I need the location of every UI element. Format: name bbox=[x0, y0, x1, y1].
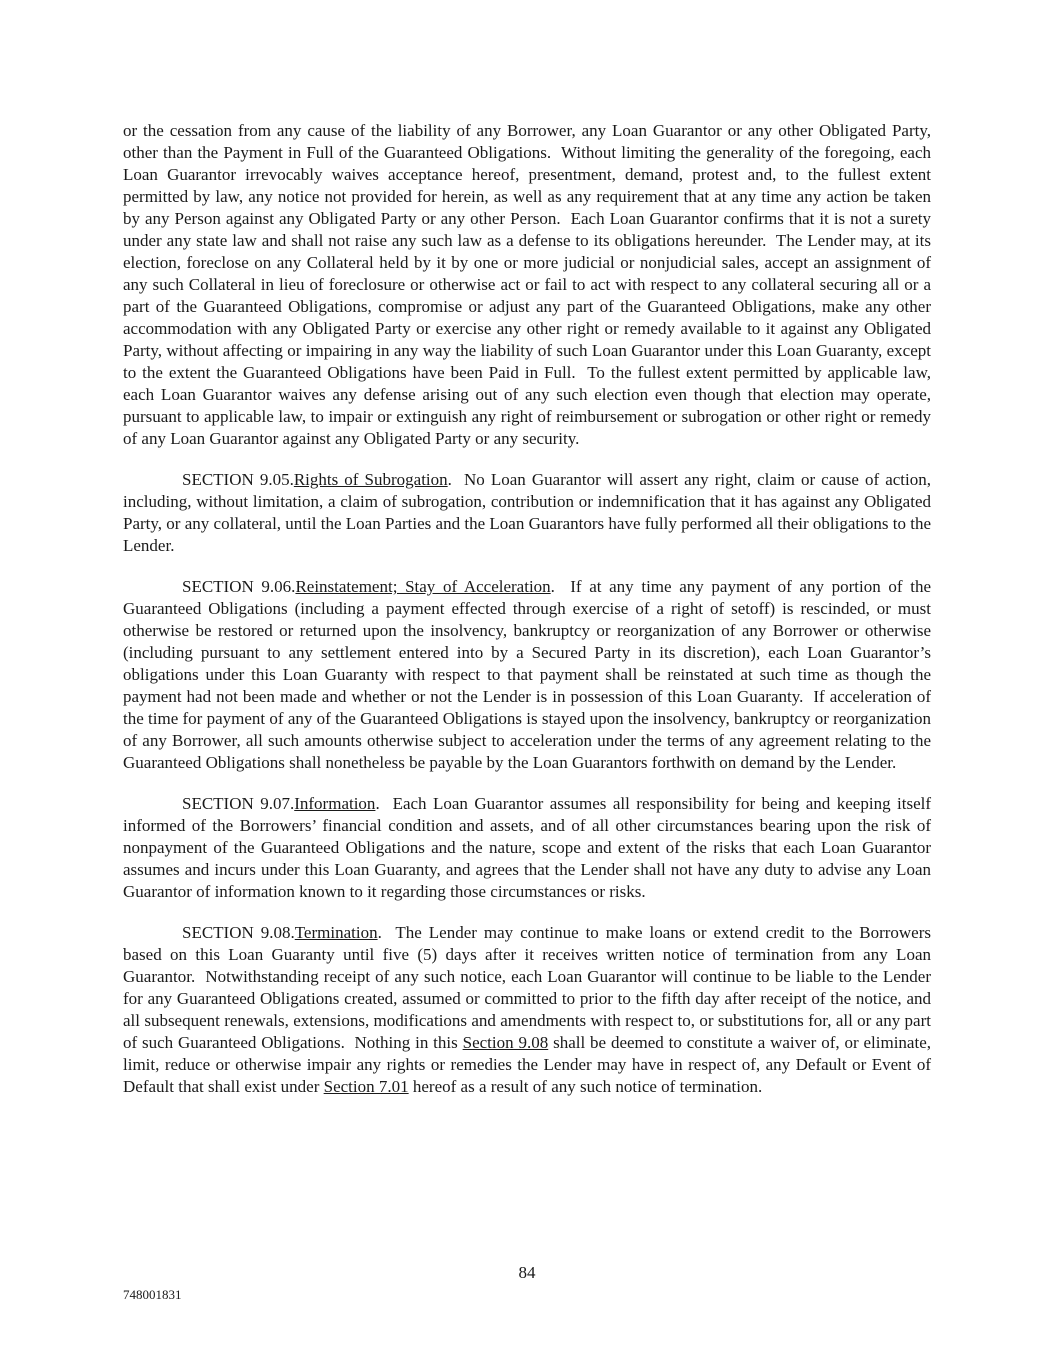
underlined-text: Section 9.08 bbox=[462, 1033, 549, 1052]
text-run: SECTION 9.08. bbox=[182, 923, 295, 942]
doc-id-stamp: 748001831 bbox=[123, 1287, 182, 1302]
text-run: SECTION 9.06. bbox=[182, 577, 296, 596]
text-run: Default that shall exist under bbox=[123, 1077, 324, 1096]
document-body bbox=[123, 120, 931, 1117]
text-run: or the cessation from any cause of the liability of any Borrower, any Loan Guarantor or any other Obligated Party, other than the Payment in Full of the Guaranteed Obligations. Without limiting the generality of the foregoing, each Loan Guarantor irrevocably waives acceptance hereof, presentment, demand, protest and, to the fullest extent permitted by law, any notice not provided for herein, as well as any requirement that at any time any action be taken by any Person against any Obligated Party or any other Person. Each Loan Guarantor confirms that it is not a surety under any state law and shall not raise any such law as a defense to its obligations hereunder. The Lender may, at its election, foreclose on any Collateral held by it by one or more judicial or nonjudicial sales, accept an assignment of any such Collateral in lieu of foreclosure or otherwise act or fail to act with respect to any collateral securing all or a part of the Guaranteed Obligations, compromise or adjust any part of the Guaranteed Obligations, make any other accommodation with any Obligated Party or exercise any other right or remedy available to it against any Obligated Party, without affecting or impairing in any way the liability of such Loan Guarantor under this Loan Guaranty, except to the extent the Guaranteed Obligations have been Paid in Full. To the fullest extent permitted by applicable law, each Loan Guarantor waives any defense arising out of any such election even though that election may operate, pursuant to applicable law, to impair or extinguish any right of reimbursement or subrogation or other right or remedy of any Loan Guarantor against any Obligated Party or any security. bbox=[123, 121, 931, 448]
continuation-paragraph bbox=[123, 120, 931, 450]
text-run: . Each Loan Guarantor assumes all responsibility for being and keeping itself informed of the Borrowers’ financial condition and assets, and of all other circumstances bearing upon the risk of nonpayment of the Guaranteed Obligations and the nature, scope and extent of the risks that each Loan Guarantor assumes and incurs under this Loan Guaranty, and agrees that the Lender shall not have any duty to advise any Loan Guarantor of information known to it regarding those circumstances or risks. bbox=[123, 794, 932, 901]
underlined-text: Reinstatement; Stay of Acceleration bbox=[295, 577, 551, 596]
text-run: . The Lender may continue to make loans or extend credit to the Borrowers based on this Loan Guaranty until five (5) days after it receives written notice of termination from any Loan Guarantor. Notwithstanding receipt of any such notice, each Loan Guarantor will continue to be liable to the Lender for any Guaranteed Obligations created, assumed or committed to prior to the fifth day after receipt of the notice, and all subsequent renewals, extensions, modifications and amendments with respect to, or substitutions for, all or any part of such Guaranteed Obligations. Nothing in this bbox=[123, 923, 931, 1052]
underlined-text: Termination bbox=[294, 923, 378, 942]
text-run: SECTION 9.05. bbox=[182, 470, 294, 489]
page-number: 84 bbox=[518, 1263, 536, 1282]
text-run: . No Loan Guarantor will assert any right, claim or cause of action, including, without limitation, a claim of subrogation, contribution or indemnification that it has against any Obligated Party, or any collateral, until the Loan Parties and the Loan Guarantors have fully performed all their obligations to the Lender. bbox=[123, 470, 931, 555]
underlined-text: Information bbox=[294, 794, 376, 813]
text-run: hereof as a result of any such notice of termination. bbox=[408, 1077, 763, 1096]
section-9-06-paragraph bbox=[123, 576, 931, 774]
text-run: SECTION 9.07. bbox=[182, 794, 295, 813]
section-9-08-paragraph bbox=[123, 922, 931, 1098]
underlined-text: Rights of Subrogation bbox=[293, 470, 448, 489]
underlined-text: Section 7.01 bbox=[323, 1077, 409, 1096]
section-9-05-paragraph bbox=[123, 469, 931, 557]
section-9-07-paragraph bbox=[123, 793, 931, 903]
text-run: shall be deemed to constitute a waiver of, or eliminate, limit, reduce or otherwise impair any rights or remedies the Lender may have in respect of, any Default or Event of bbox=[123, 1033, 931, 1074]
text-run: . If at any time any payment of any portion of the Guaranteed Obligations (including a payment effected through exercise of a right of setoff) is rescinded, or must otherwise be restored or returned upon the insolvency, bankruptcy or reorganization of any Borrower or otherwise (including pursuant to any settlement entered into by a Secured Party in its discretion), each Loan Guarantor’s obligations under this Loan Guaranty with respect to that payment shall be reinstated at such time as though the payment had not been made and whether or not the Lender is in possession of this Loan Guaranty. If acceleration of the time for payment of any of the Guaranteed Obligations is stayed upon the insolvency, bankruptcy or reorganization of any Borrower, all such amounts otherwise subject to acceleration under the terms of any agreement relating to the Guaranteed Obligations shall nonetheless be payable by the Loan Guarantors forthwith on demand by the Lender. bbox=[123, 577, 931, 772]
